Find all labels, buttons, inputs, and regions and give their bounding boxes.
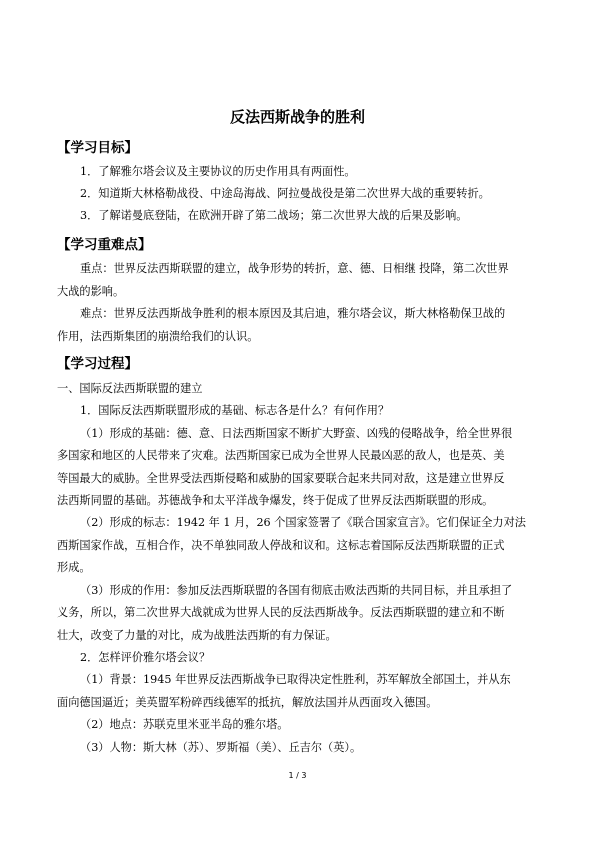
process-heading: 【学习过程】 <box>57 356 138 372</box>
page-title: 反法西斯战争的胜利 <box>229 108 365 126</box>
process-line: 义务，所以，第二次世界大战就成为世界人民的反法西斯战争。反法西斯联盟的建立和不断 <box>57 606 505 619</box>
process-line: 一、国际反法西斯联盟的建立 <box>57 382 203 395</box>
process-line: （2）地点：苏联克里米亚半岛的雅尔塔。 <box>80 718 289 731</box>
process-line: 面向德国逼近；美英盟军粉碎西线德军的抵抗，解放法国并从西面攻入德国。 <box>57 696 438 709</box>
process-line: （1）背景：1945 年世界反法西斯战争已取得决定性胜利，苏军解放全部国土，并从东 <box>80 673 511 686</box>
goal-line: 2．知道斯大林格勒战役、中途岛海战、阿拉曼战役是第二次世界大战的重要转折。 <box>80 187 490 200</box>
process-line: （1）形成的基础：德、意、日法西斯国家不断扩大野蛮、凶残的侵略战争，给全世界很 <box>80 427 513 440</box>
keypoint-line: 重点：世界反法西斯联盟的建立，战争形势的转折，意、德、日相继 投降，第二次世界 <box>80 262 509 275</box>
goal-line: 1．了解雅尔塔会议及主要协议的历史作用具有两面性。 <box>80 165 356 178</box>
process-line: 1．国际反法西斯联盟形成的基础、标志各是什么？有何作用？ <box>80 404 390 417</box>
process-line: 法西斯同盟的基础。苏德战争和太平洋战争爆发，终于促成了世界反法西斯联盟的形成。 <box>57 494 494 507</box>
process-line: 形成。 <box>57 561 91 574</box>
process-line: 多国家和地区的人民带来了灾难。法西斯国家已成为全世界人民最凶恶的敌人，也是英、美 <box>57 449 505 462</box>
process-line: （2）形成的标志：1942 年 1 月，26 个国家签署了《联合国家宣言》。它们保证全力对法 <box>80 516 526 529</box>
page-number: 1 / 3 <box>288 771 307 780</box>
process-line: 西斯国家作战，互相合作，决不单独同敌人停战和议和。这标志着国际反法西斯联盟的正式 <box>57 539 505 552</box>
keypoint-line: 大战的影响。 <box>57 285 125 298</box>
keypoint-line: 作用，法西斯集团的崩溃给我们的认识。 <box>57 330 259 343</box>
goals-heading: 【学习目标】 <box>57 140 138 156</box>
keypoint-line: 难点：世界反法西斯战争胜利的根本原因及其启迪，雅尔塔会议，斯大林格勒保卫战的 <box>80 307 506 320</box>
process-line: 壮大，改变了力量的对比，成为战胜法西斯的有力保证。 <box>57 629 337 642</box>
keypoints-heading: 【学习重难点】 <box>57 237 152 253</box>
goal-line: 3．了解诺曼底登陆，在欧洲开辟了第二战场；第二次世界大战的后果及影响。 <box>80 209 468 222</box>
process-line: （3）人物：斯大林（苏）、罗斯福（美）、丘吉尔（英）。 <box>80 741 362 754</box>
process-line: 2．怎样评价雅尔塔会议？ <box>80 651 211 664</box>
process-line: （3）形成的作用：参加反法西斯联盟的各国有彻底击败法西斯的共同目标，并且承担了 <box>80 584 513 597</box>
process-line: 等国最大的威胁。全世界受法西斯侵略和威胁的国家要联合起来共同对敌，这是建立世界反 <box>57 472 505 485</box>
